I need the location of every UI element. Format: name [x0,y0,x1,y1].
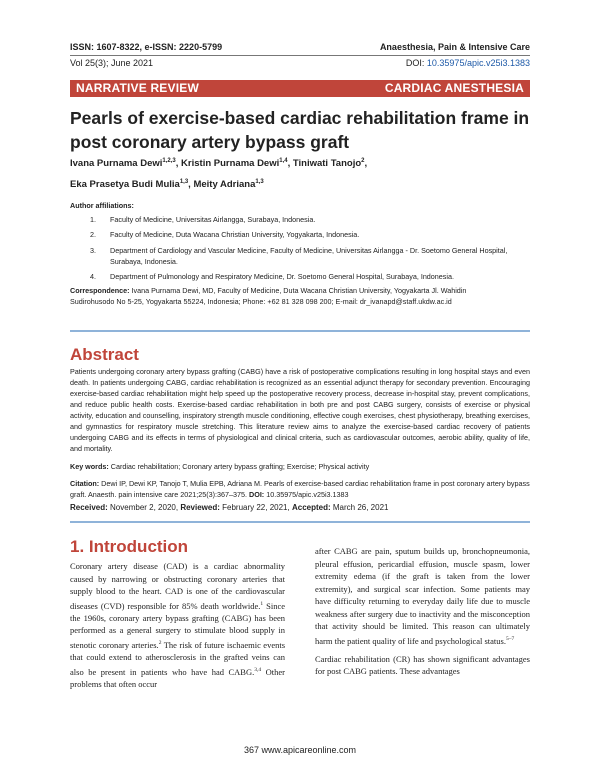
article-type-banner [70,80,530,97]
author-affil-sup: 2 [361,158,365,164]
correspondence [70,285,510,307]
introduction-heading: 1. Introduction [70,537,189,556]
article-type-label: NARRATIVE REVIEW [76,81,199,95]
author-name: Kristin Purnama Dewi [181,158,280,170]
title-line-1: Pearls of exercise-based cardiac rehabilitation frame in [70,108,530,128]
keywords [70,462,530,471]
author-affil-sup: 1,2,3 [162,158,176,164]
affiliation-text: Department of Cardiology and Vascular Medicine, Faculty of Medicine, Universitas Airlangga - Dr. Soetomo General Hospital, Surabaya, Indonesia. [110,246,508,266]
affiliation-item [90,245,530,267]
text-run: after CABG are pain, sputum builds up, bronchopneumonia, pleural effusion, pericardial effusion, muscle spasm, lower extremity edema (if the graft is taken from the lower extremity), and surgical scar infection. Some patients may have difficulty returning to everyday daily life due to muscle weakness after surgery due to inactivity and the misconception that activity should be limited. This reason can ultimately harm the patient quality of life and psychological status. [315,546,530,646]
affiliation-item [90,214,530,225]
affiliations-heading: Author affiliations: [70,201,134,210]
abstract-text: Patients undergoing coronary artery bypass grafting (CABG) have a risk of postoperative complications resulting in long hospital stays and even death. In patients undergoing CABG, cardiac rehabilitation is recognized as an essential adjunct therapy for secondary prevention. Encouraging exercise-based cardiac rehabilitation might help speed up the postoperative recovery process, decrease in-hospital stay, prevent complications, and reduce public health costs. Exercise-based cardiac rehabilitation in both pre and post CABG surgery, consists of exercise or physical activity, education and counselling, inspiratory strength muscle conditioning, effective cough exercises, chest physiotherapy, breathing exercises, and gymnastics for respiratory muscle stretching. This literature review aims to analyze the exercise-based cardiac recovery of patients undergoing CABG and its effects in terms of physiological and clinical criteria, such as cardiovascular outcomes, aerobic ability, quality of life, and mortality. [70,367,530,453]
authors-line-1: Ivana Purnama Dewi$^{1,2,3}$, Kristin Purnama Dewi$^{1,4}$, Tiniwati Tanojo$^2$, [70,158,368,170]
affiliation-text: Faculty of Medicine, Duta Wacana Christian University, Yogyakarta, Indonesia. [110,230,360,239]
affiliation-number: 3. [90,246,96,255]
author-name: Tiniwati Tanojo [292,158,362,170]
authors-line-2: Eka Prasetya Budi Mulia$^{1,3}$, Meity Adriana$^{1,3}$ [70,179,264,191]
affiliation-text: Department of Pulmonology and Respiratory Medicine, Dr. Soetomo General Hospital, Surabaya, Indonesia. [110,272,454,281]
affiliation-text: Faculty of Medicine, Universitas Airlangga, Surabaya, Indonesia. [110,215,316,224]
journal-name: Anaesthesia, Pain & Intensive Care [379,42,530,52]
citation-label: Citation: [70,479,100,488]
intro-paragraph [315,545,530,647]
keywords-text: Cardiac rehabilitation; Coronary artery bypass grafting; Exercise; Physical activity [110,462,370,471]
header-rule [70,55,530,56]
affiliation-item [90,271,530,282]
keywords-label: Key words: [70,462,109,471]
author-affil-sup: 1,3 [179,179,189,185]
citation [70,478,530,500]
reference-sup: 3,4 [254,666,262,673]
section-divider [70,521,530,523]
author-name: Ivana Purnama Dewi [70,158,163,170]
correspondence-text: Ivana Purnama Dewi, MD, Faculty of Medicine, Duta Wacana Christian University, Yogyakarta Jl. Wahidin Sudirohusodo No 5-25, Yogyakarta 55224, Indonesia; Phone: +62 81 328 098 200; E-mail: dr_ivanapd@staff.ukdw.ac.id [70,286,467,306]
issn-text: ISSN: 1607-8322, e-ISSN: 2220-5799 [70,42,223,52]
affiliation-number: 4. [90,272,96,281]
reference-sup: 1 [260,600,264,607]
header-doi-label: DOI: [405,58,425,68]
text-run: Other problems that often occur [70,666,285,689]
received-label: Received: [70,503,108,512]
text-run: Since the 1960s, coronary artery bypass grafting (CABG) has been performed as a general surgery to stimulate blood supply in stenotic coronary arteries. [70,600,285,650]
affiliation-item [90,229,530,240]
intro-left-column [70,560,285,690]
intro-paragraph [70,560,285,690]
affiliation-number: 1. [90,215,96,224]
article-title [70,106,540,154]
page-footer: 367 www.apicareonline.com [243,745,357,755]
author-name: Meity Adriana [193,179,256,191]
citation-doi-label: DOI: [249,490,265,499]
reference-sup: 5–7 [505,635,515,642]
article-section-label: CARDIAC ANESTHESIA [384,81,524,95]
accepted-date: March 26, 2021 [332,503,389,512]
accepted-label: Accepted: [291,503,331,512]
author-affil-sup: 1,3 [255,179,264,185]
reviewed-label: Reviewed: [180,503,220,512]
reference-sup: 2 [158,639,162,646]
volume-text: Vol 25(3); June 2021 [70,58,154,68]
text-run: The risk of future ischaemic events that could extend to atherosclerosis in the grafted veins can also be present in patients who have had CABG. [70,639,286,677]
received-date: November 2, 2020, [110,503,179,512]
intro-right-column [315,545,530,678]
reviewed-date: February 22, 2021, [222,503,290,512]
header-doi [406,58,530,68]
dates-line [70,503,530,512]
section-divider [70,330,530,332]
author-name: Eka Prasetya Budi Mulia [70,179,180,191]
intro-paragraph: Cardiac rehabilitation (CR) has shown significant advantages for post CABG patients. These advantages [315,653,530,677]
citation-doi[interactable]: 10.35975/apic.v25i3.1383 [266,490,349,499]
affiliation-number: 2. [90,230,96,239]
text-run: Coronary artery disease (CAD) is a cardiac abnormality caused by narrowing or obstructing coronary arteries that supply blood to the heart. CAD is one of the cardiovascular diseases (CVD) responsible for 85% death worldwide. [70,561,285,611]
abstract-heading: Abstract [70,345,139,364]
correspondence-label: Correspondence: [70,286,130,295]
citation-text: Dewi IP, Dewi KP, Tanojo T, Mulia EPB, Adriana M. Pearls of exercise-based cardiac rehabilitation frame in post coronary artery bypass graft. Anaesth. pain intensive care 2021;25(3):367–375. [70,479,530,499]
author-affil-sup: 1,4 [279,158,288,164]
title-line-2: post coronary artery bypass graft [70,132,350,152]
header-doi-link[interactable]: 10.35975/apic.v25i3.1383 [426,58,530,68]
